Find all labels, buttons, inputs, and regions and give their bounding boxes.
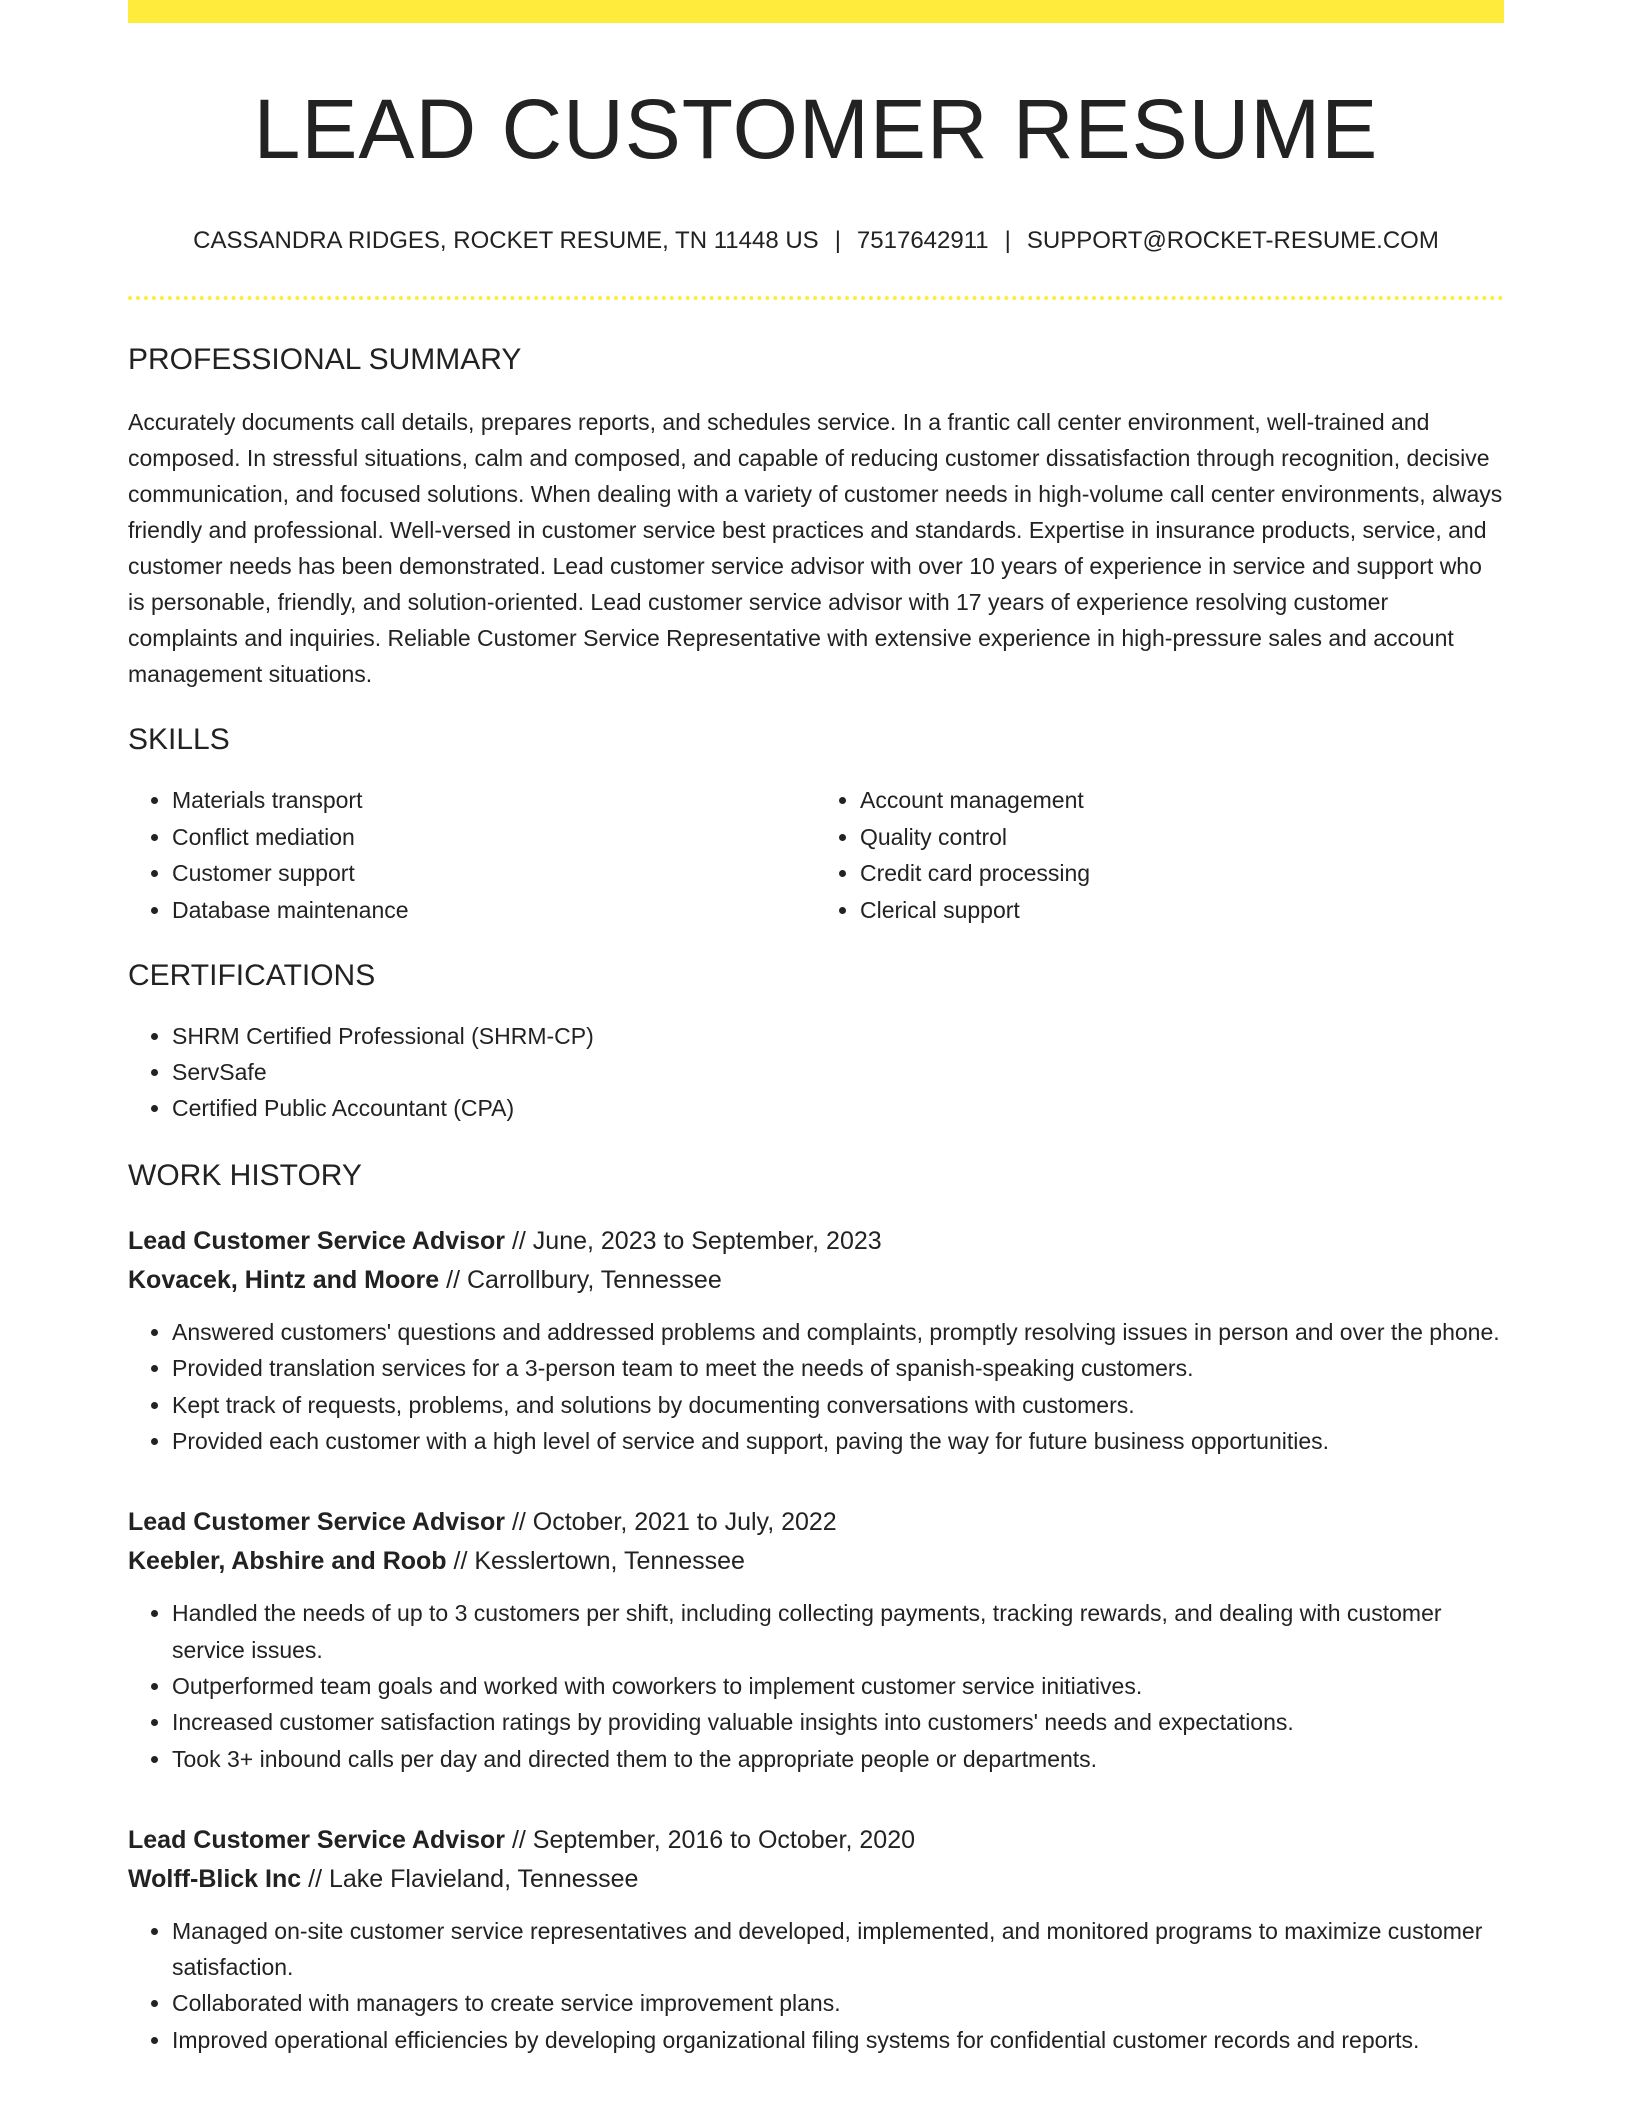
job-title-line <box>128 1222 1504 1261</box>
job-bullet: • Managed on-site customer service representatives and developed, implemented, and monitored programs to maximize customer satisfaction. <box>172 1913 1504 1986</box>
certification-item: • Certified Public Accountant (CPA) <box>172 1090 1504 1126</box>
job-title: Lead Customer Service Advisor <box>128 1825 505 1854</box>
skill-item: • Clerical support <box>860 892 1504 929</box>
certification-item: • SHRM Certified Professional (SHRM-CP) <box>172 1018 1504 1054</box>
skills-heading: SKILLS <box>128 723 230 757</box>
job-title: Lead Customer Service Advisor <box>128 1227 505 1256</box>
resume-title: LEAD CUSTOMER RESUME <box>253 82 1379 176</box>
skill-item: • Customer support <box>172 855 816 892</box>
job-bullet: • Outperformed team goals and worked with coworkers to implement customer service initiatives. <box>172 1668 1504 1704</box>
job-entry <box>128 1503 1504 1776</box>
job-bullet: • Improved operational efficiencies by developing organizational filing systems for confidential customer records and reports. <box>172 2022 1504 2058</box>
job-location: // Lake Flavieland, Tennessee <box>308 1864 639 1893</box>
skill-item: • Database maintenance <box>172 892 816 929</box>
job-bullet: • Provided translation services for a 3-person team to meet the needs of spanish-speaking customers. <box>172 1350 1504 1386</box>
skill-item: • Conflict mediation <box>172 819 816 856</box>
summary-heading: PROFESSIONAL SUMMARY <box>128 343 522 377</box>
skills-list <box>128 782 1504 928</box>
job-bullet: • Provided each customer with a high level of service and support, paving the way for future business opportunities. <box>172 1423 1504 1459</box>
job-dates: // September, 2016 to October, 2020 <box>511 1825 916 1854</box>
job-bullet: • Increased customer satisfaction ratings by providing valuable insights into customers' needs and expectations. <box>172 1704 1504 1740</box>
job-company-line <box>128 1542 1504 1581</box>
skills-column-right <box>816 782 1504 928</box>
job-title-line <box>128 1821 1504 1860</box>
job-company: Keebler, Abshire and Roob <box>128 1547 447 1576</box>
certification-item: • ServSafe <box>172 1054 1504 1090</box>
job-bullets <box>128 1913 1504 2058</box>
summary-text: Accurately documents call details, prepares reports, and schedules service. In a frantic call center environment, well-trained and composed. In stressful situations, calm and composed, and capable of reducing customer dissatisfaction through recognition, decisive communication, and focused solutions. When dealing with a variety of customer needs in high-volume call center environments, always friendly and professional. Well-versed in customer service best practices and standards. Expertise in insurance products, service, and customer needs has been demonstrated. Lead customer service advisor with over 10 years of experience in service and support who is personable, friendly, and solution-oriented. Lead customer service advisor with 17 years of experience resolving customer complaints and inquiries. Reliable Customer Service Representative with extensive experience in high-pressure sales and account management situations. <box>128 409 1503 688</box>
job-company: Kovacek, Hintz and Moore <box>128 1266 440 1295</box>
job-bullet: • Answered customers' questions and addressed problems and complaints, promptly resolving issues in person and over the phone. <box>172 1314 1504 1350</box>
job-bullet: • Handled the needs of up to 3 customers per shift, including collecting payments, tracking rewards, and dealing with customer service issues. <box>172 1595 1504 1668</box>
accent-top-bar <box>128 0 1504 23</box>
work-history-heading: WORK HISTORY <box>128 1159 362 1193</box>
job-location: // Kesslertown, Tennessee <box>453 1547 745 1576</box>
job-bullets <box>128 1314 1504 1459</box>
contact-separator: | <box>834 227 841 255</box>
resume-page <box>128 0 1504 2058</box>
certifications-heading: CERTIFICATIONS <box>128 959 376 993</box>
job-location: // Carrollbury, Tennessee <box>446 1266 722 1295</box>
contact-email: SUPPORT@ROCKET-RESUME.COM <box>1026 227 1439 255</box>
contact-line <box>128 227 1504 256</box>
job-title-line <box>128 1503 1504 1542</box>
job-dates: // October, 2021 to July, 2022 <box>511 1508 837 1537</box>
job-entry <box>128 1821 1504 2058</box>
job-bullet: • Collaborated with managers to create service improvement plans. <box>172 1985 1504 2021</box>
job-bullet: • Kept track of requests, problems, and solutions by documenting conversations with customers. <box>172 1387 1504 1423</box>
job-company-line <box>128 1261 1504 1300</box>
certifications-list <box>128 1018 1504 1126</box>
skill-item: • Quality control <box>860 819 1504 856</box>
skills-column-left <box>128 782 816 928</box>
contact-phone: 7517642911 <box>856 227 989 255</box>
job-title: Lead Customer Service Advisor <box>128 1508 505 1537</box>
contact-address: CASSANDRA RIDGES, ROCKET RESUME, TN 11448 US <box>193 227 819 255</box>
job-company: Wolff-Blick Inc <box>128 1864 302 1893</box>
job-bullet: • Took 3+ inbound calls per day and directed them to the appropriate people or departments. <box>172 1741 1504 1777</box>
dotted-divider <box>128 296 1504 300</box>
skill-item: • Materials transport <box>172 782 816 819</box>
skill-item: • Account management <box>860 782 1504 819</box>
job-entry <box>128 1222 1504 1459</box>
job-company-line <box>128 1860 1504 1899</box>
contact-separator: | <box>1004 227 1011 255</box>
job-dates: // June, 2023 to September, 2023 <box>511 1227 882 1256</box>
skill-item: • Credit card processing <box>860 855 1504 892</box>
job-bullets <box>128 1595 1504 1776</box>
